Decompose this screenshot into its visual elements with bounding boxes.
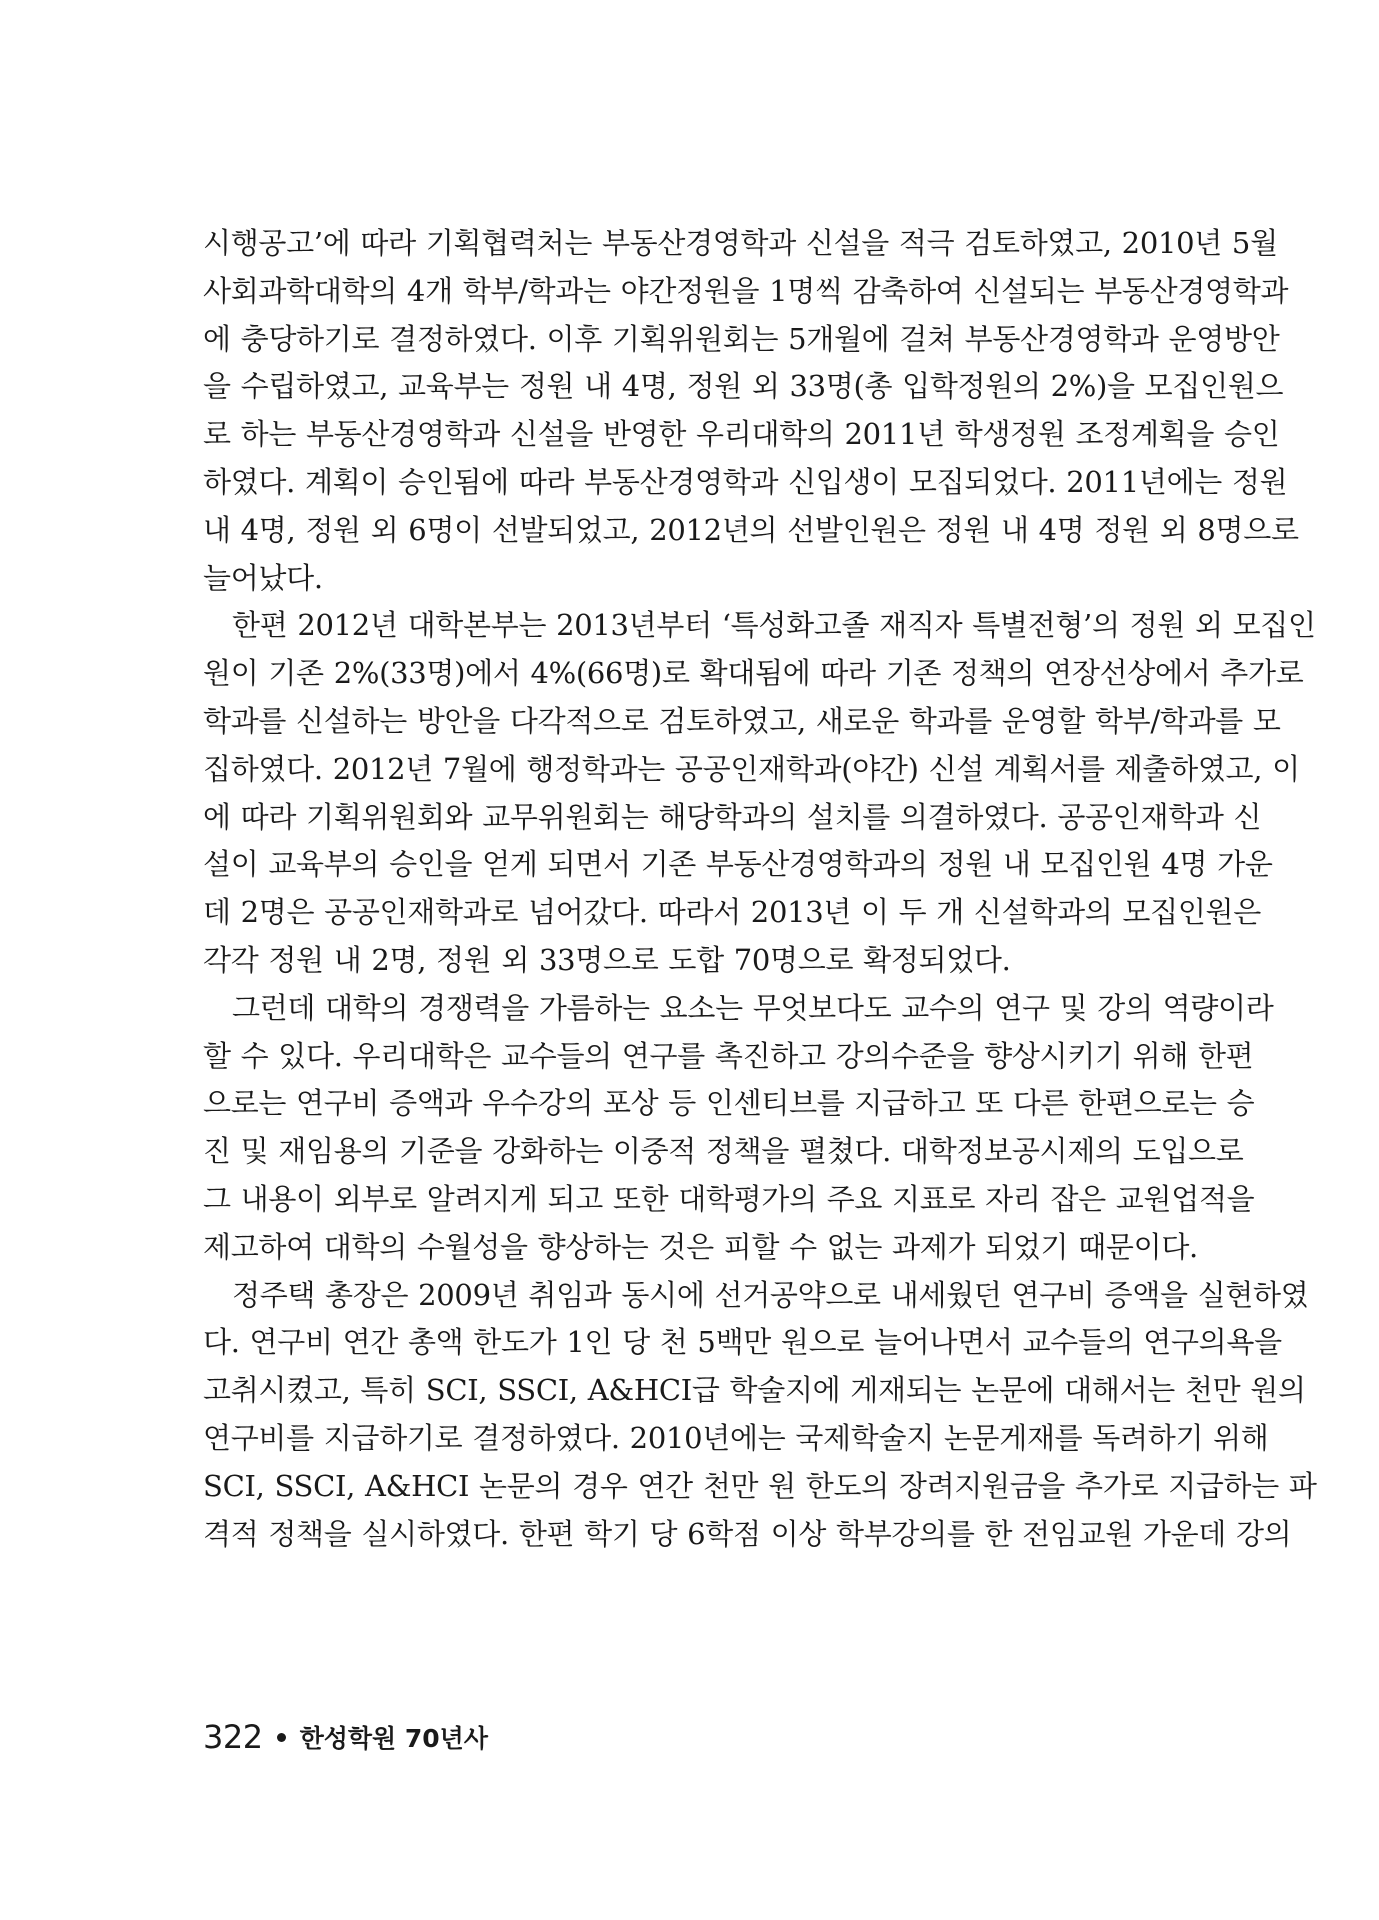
book-title: 한성학원 70년사 [299,1724,488,1753]
paragraph-2 [203,602,1316,984]
paragraph-1 [203,220,1299,602]
text-line: 설이 교육부의 승인을 얻게 되면서 기존 부동산경영학과의 정원 내 모집인원 4명 가운 [203,847,1273,882]
text-line: 시행공고’에 따라 기획협력처는 부동산경영학과 신설을 적극 검토하였고, 2010년 5월 [203,226,1278,260]
text-line: 정주택 총장은 2009년 취임과 동시에 선거공약으로 내세웠던 연구비 증액을 실현하였 [232,1277,1309,1312]
text-line: 각각 정원 내 2명, 정원 외 33명으로 도합 70명으로 확정되었다. [203,942,1011,977]
page-body [203,220,1317,1558]
text-line: 할 수 있다. 우리대학은 교수들의 연구를 촉진하고 강의수준을 향상시키기 위해 한편 [203,1038,1254,1073]
bullet-separator-icon [277,1733,286,1742]
text-line: SCI, SSCI, A&HCI 논문의 경우 연간 천만 원 한도의 장려지원금을 추가로 지급하는 파 [203,1468,1317,1503]
text-line: 하였다. 계획이 승인됨에 따라 부동산경영학과 신입생이 모집되었다. 2011년에는 정원 [203,464,1288,499]
text-line: 학과를 신설하는 방안을 다각적으로 검토하였고, 새로운 학과를 운영할 학부/학과를 모 [203,703,1281,738]
text-line: 한편 2012년 대학본부는 2013년부터 ‘특성화고졸 재직자 특별전형’의 정원 외 모집인 [232,608,1316,643]
text-line: 로 하는 부동산경영학과 신설을 반영한 우리대학의 2011년 학생정원 조정계획을 승인 [203,417,1280,452]
text-line: 진 및 재임용의 기준을 강화하는 이중적 정책을 펼쳤다. 대학정보공시제의 도입으로 [203,1134,1244,1169]
text-line: 사회과학대학의 4개 학부/학과는 야간정원을 1명씩 감축하여 신설되는 부동산경영학과 [203,273,1289,308]
text-line: 늘어났다. [203,560,323,595]
text-line: 에 충당하기로 결정하였다. 이후 기획위원회는 5개월에 걸쳐 부동산경영학과 운영방안 [203,321,1280,356]
text-line: 으로는 연구비 증액과 우수강의 포상 등 인센티브를 지급하고 또 다른 한편으로는 승 [203,1086,1255,1121]
page-number: 322 [203,1718,263,1756]
text-line: 원이 기존 2%(33명)에서 4%(66명)로 확대됨에 따라 기존 정책의 연장선상에서 추가로 [203,656,1304,691]
text-line: 내 4명, 정원 외 6명이 선발되었고, 2012년의 선발인원은 정원 내 4명 정원 외 8명으로 [203,512,1299,547]
text-line: 그런데 대학의 경쟁력을 가름하는 요소는 무엇보다도 교수의 연구 및 강의 역량이라 [232,990,1274,1025]
text-line: 연구비를 지급하기로 결정하였다. 2010년에는 국제학술지 논문게재를 독려하기 위해 [203,1420,1269,1455]
page-footer [203,1718,488,1756]
text-line: 데 2명은 공공인재학과로 넘어갔다. 따라서 2013년 이 두 개 신설학과의 모집인원은 [203,895,1261,930]
text-line: 제고하여 대학의 수월성을 향상하는 것은 피할 수 없는 과제가 되었기 때문이다. [203,1229,1198,1264]
paragraph-3 [203,985,1274,1272]
text-line: 그 내용이 외부로 알려지게 되고 또한 대학평가의 주요 지표로 자리 잡은 교원업적을 [203,1181,1255,1216]
text-line: 고취시켰고, 특히 SCI, SSCI, A&HCI급 학술지에 게재되는 논문에 대해서는 천만 원의 [203,1373,1306,1408]
text-line: 집하였다. 2012년 7월에 행정학과는 공공인재학과(야간) 신설 계획서를 제출하였고, 이 [203,751,1300,786]
text-line: 에 따라 기획위원회와 교무위원회는 해당학과의 설치를 의결하였다. 공공인재학과 신 [203,799,1262,834]
text-line: 격적 정책을 실시하였다. 한편 학기 당 6학점 이상 학부강의를 한 전임교원 가운데 강의 [203,1516,1292,1551]
text-line: 을 수립하였고, 교육부는 정원 내 4명, 정원 외 33명(총 입학정원의 2%)을 모집인원으 [203,369,1284,404]
text-line: 다. 연구비 연간 총액 한도가 1인 당 천 5백만 원으로 늘어나면서 교수들의 연구의욕을 [203,1325,1282,1360]
paragraph-4 [203,1272,1317,1559]
